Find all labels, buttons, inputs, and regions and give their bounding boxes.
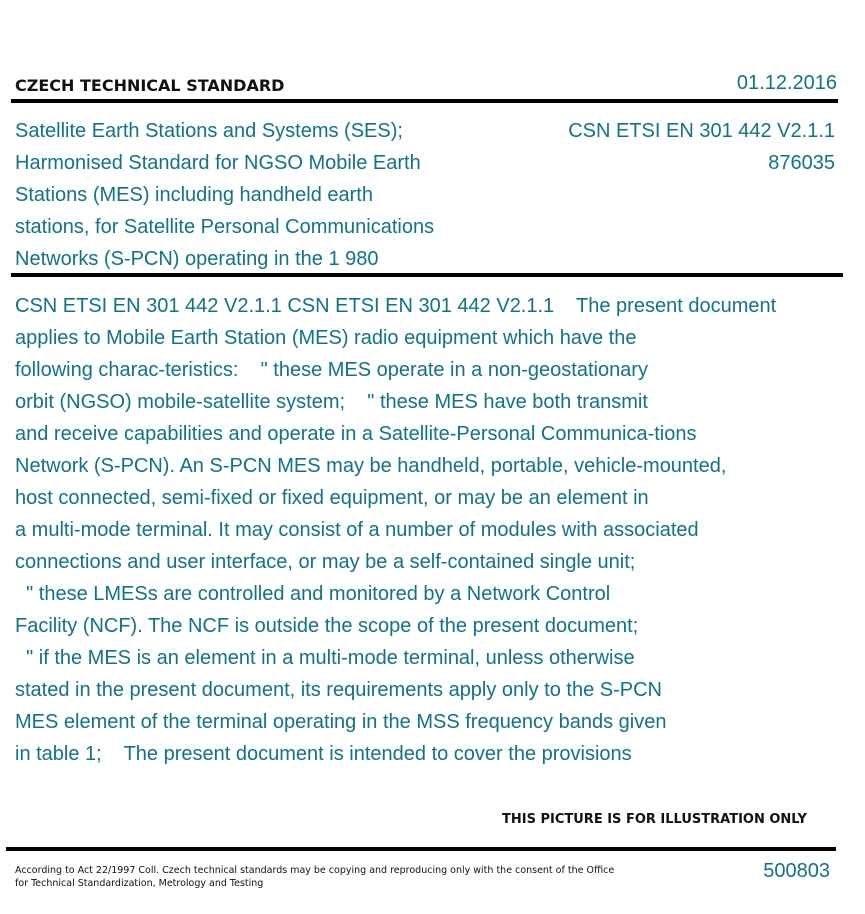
- standard-identifiers: [568, 115, 835, 179]
- abstract-line: CSN ETSI EN 301 442 V2.1.1 CSN ETSI EN 301 442 V2.1.1 The present document: [15, 295, 777, 317]
- abstract-line: MES element of the terminal operating in the MSS frequency bands given: [15, 711, 667, 733]
- publication-date: 01.12.2016: [736, 72, 837, 94]
- footer-code: 500803: [763, 860, 830, 882]
- abstract-line: applies to Mobile Earth Station (MES) radio equipment which have the: [15, 327, 637, 349]
- abstract-line: orbit (NGSO) mobile-satellite system; " these MES have both transmit: [15, 391, 648, 413]
- abstract-line: a multi-mode terminal. It may consist of a number of modules with associated: [15, 519, 699, 541]
- abstract-line: following charac-teristics: " these MES operate in a non-geostationary: [15, 359, 648, 381]
- catalog-number: 876035: [768, 152, 835, 174]
- standard-title: [15, 115, 485, 275]
- title-line: Harmonised Standard for NGSO Mobile Earth: [15, 152, 421, 174]
- abstract-line: Network (S-PCN). An S-PCN MES may be handheld, portable, vehicle-mounted,: [15, 455, 727, 477]
- abstract-line: " these LMESs are controlled and monitored by a Network Control: [15, 583, 611, 605]
- copyright-line: for Technical Standardization, Metrology and Testing: [15, 878, 264, 889]
- title-line: Networks (S-PCN) operating in the 1 980: [15, 248, 379, 270]
- abstract-line: in table 1; The present document is intended to cover the provisions: [15, 743, 632, 765]
- abstract-line: and receive capabilities and operate in a Satellite-Personal Communica-tions: [15, 423, 697, 445]
- title-line: Satellite Earth Stations and Systems (SES);: [15, 120, 403, 142]
- abstract-line: stated in the present document, its requirements apply only to the S-PCN: [15, 679, 663, 701]
- document-abstract: [15, 290, 845, 770]
- illustration-disclaimer: THIS PICTURE IS FOR ILLUSTRATION ONLY: [502, 812, 807, 827]
- title-line: Stations (MES) including handheld earth: [15, 184, 373, 206]
- abstract-line: Facility (NCF). The NCF is outside the scope of the present document;: [15, 615, 639, 637]
- copyright-line: According to Act 22/1997 Coll. Czech technical standards may be copying and reproducing only with the consent of the Office: [15, 865, 615, 876]
- standard-code: CSN ETSI EN 301 442 V2.1.1: [568, 120, 835, 142]
- title-divider: [11, 273, 843, 277]
- title-line: stations, for Satellite Personal Communications: [15, 216, 435, 238]
- copyright-notice: [15, 864, 615, 890]
- header-divider: [11, 99, 838, 103]
- abstract-line: host connected, semi-fixed or fixed equipment, or may be an element in: [15, 487, 649, 509]
- abstract-line: connections and user interface, or may be a self-contained single unit;: [15, 551, 636, 573]
- abstract-line: " if the MES is an element in a multi-mode terminal, unless otherwise: [15, 647, 635, 669]
- document-type-label: CZECH TECHNICAL STANDARD: [15, 76, 285, 95]
- footer-divider: [6, 847, 836, 851]
